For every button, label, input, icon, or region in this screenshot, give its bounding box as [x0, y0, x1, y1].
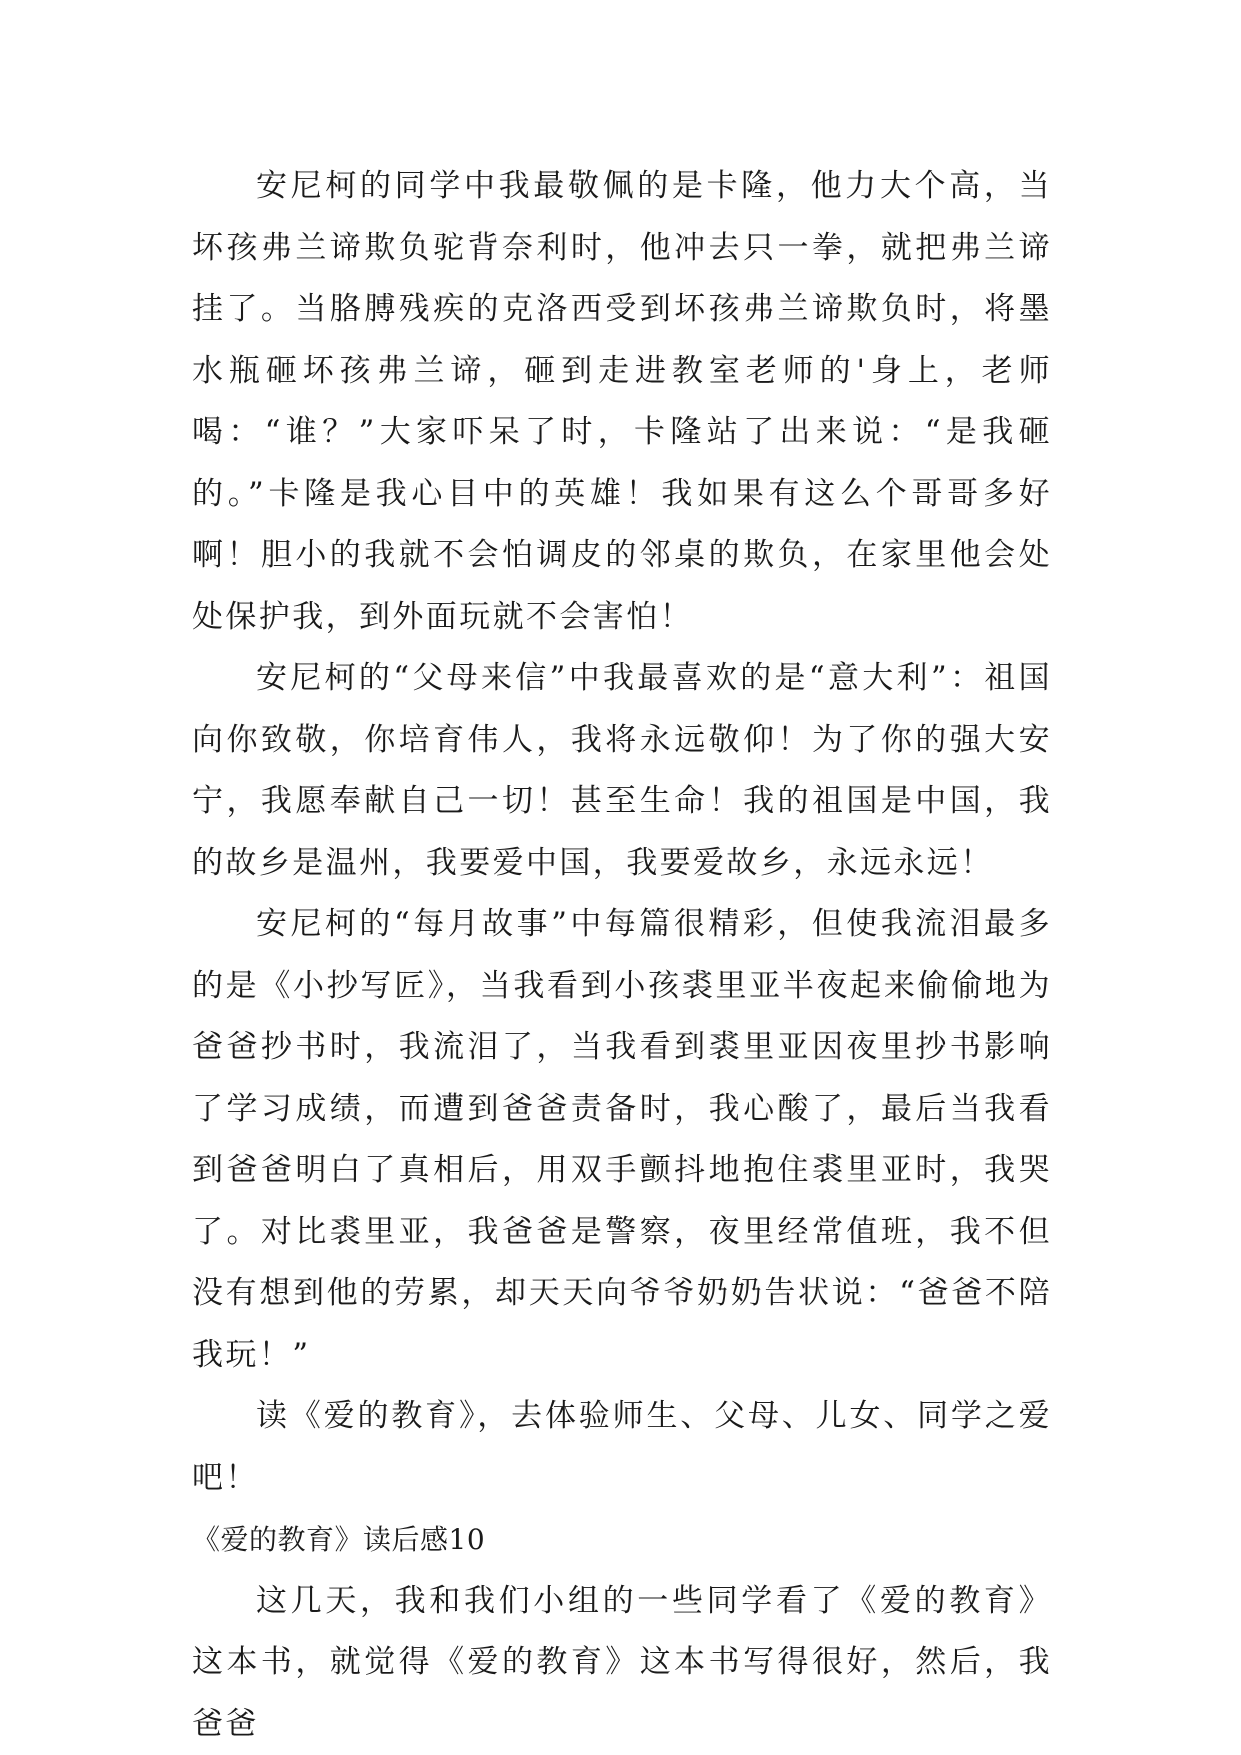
document-body [192, 156, 1052, 1755]
section-heading: 《爱的教育》读后感10 [192, 1509, 1052, 1571]
paragraph-classmate-garrone: 安尼柯的同学中我最敬佩的是卡隆，他力大个高，当坏孩弗兰谛欺负驼背奈利时，他冲去只一拳，就把弗兰谛挂了。当胳膊残疾的克洛西受到坏孩弗兰谛欺负时，将墨水瓶砸坏孩弗兰谛，砸到走进教室老师的'身上，老师喝：“谁？”大家吓呆了时，卡隆站了出来说：“是我砸的。”卡隆是我心目中的英雄！我如果有这么个哥哥多好啊！胆小的我就不会怕调皮的邻桌的欺负，在家里他会处处保护我，到外面玩就不会害怕！ [192, 156, 1052, 648]
paragraph-parents-letter: 安尼柯的“父母来信”中我最喜欢的是“意大利”：祖国向你致敬，你培育伟人，我将永远敬仰！为了你的强大安宁，我愿奉献自己一切！甚至生命！我的祖国是中国，我的故乡是温州，我要爱中国，我要爱故乡，永远永远！ [192, 648, 1052, 894]
paragraph-essay-10-opening: 这几天，我和我们小组的一些同学看了《爱的教育》这本书，就觉得《爱的教育》这本书写得很好，然后，我爸爸 [192, 1571, 1052, 1755]
paragraph-monthly-story: 安尼柯的“每月故事”中每篇很精彩，但使我流泪最多的是《小抄写匠》，当我看到小孩裘里亚半夜起来偷偷地为爸爸抄书时，我流泪了，当我看到裘里亚因夜里抄书影响了学习成绩，而遭到爸爸责备时，我心酸了，最后当我看到爸爸明白了真相后，用双手颤抖地抱住裘里亚时，我哭了。对比裘里亚，我爸爸是警察，夜里经常值班，我不但没有想到他的劳累，却天天向爷爷奶奶告状说：“爸爸不陪我玩！” [192, 894, 1052, 1386]
paragraph-conclusion: 读《爱的教育》，去体验师生、父母、儿女、同学之爱吧！ [192, 1386, 1052, 1509]
